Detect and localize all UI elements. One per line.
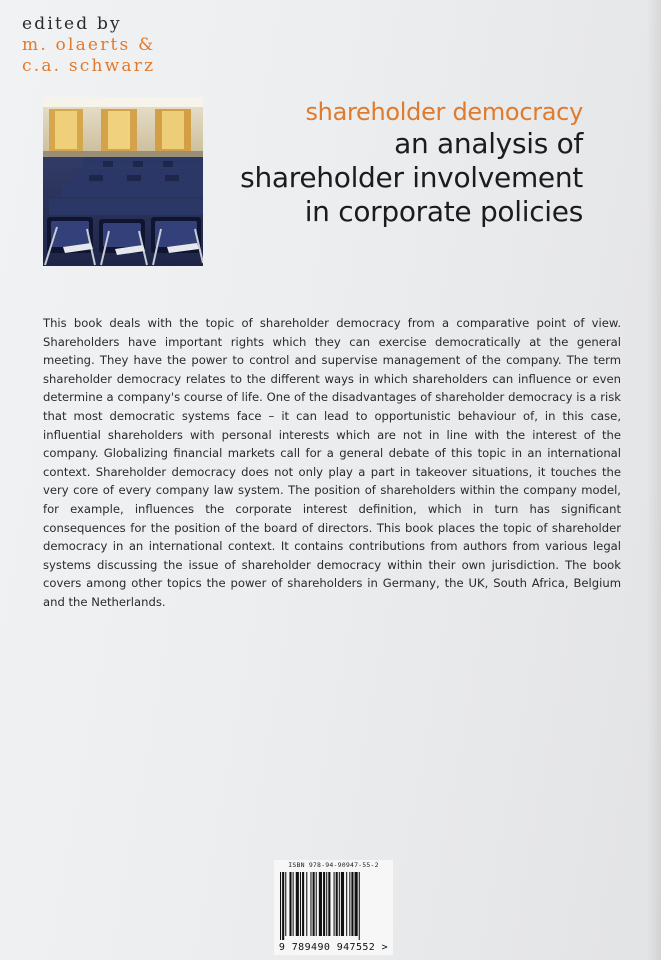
barcode-bar <box>326 872 327 936</box>
barcode-bar <box>346 872 347 936</box>
book-description: This book deals with the topic of shareholder democracy from a comparative point of view. Shareholders have important rights which they can exercise democratically at the general meeting. They have the power to control and supervise management of the company. The term shareholder democracy relates to the different ways in which shareholders can influence or even determine a company's course of life. One of the disadvantages of shareholder democracy is a risk that most democratic systems face – it can lead to opportunistic behaviour of, in this case, influential shareholders with personal interests which are not in line with the interest of the company. Globalizing financial markets call for a general debate of this topic in an international context. Shareholder democracy does not only play a part in takeover situations, it touches the very core of every company law system. The position of shareholders within the company model, for example, influences the corporate interest definition, which in turn has significant consequences for the position of the board of directors. This book places the topic of shareholder democracy in an international context. It contains contributions from authors from various legal systems discussing the issue of shareholder democracy within their own jurisdiction. The book covers among other topics the power of shareholders in Germany, the UK, South Africa, Belgium and the Netherlands. <box>43 316 621 609</box>
editor-name-2: c.a. schwarz <box>22 56 156 76</box>
barcode-bars <box>280 872 387 940</box>
barcode-bar <box>351 872 353 936</box>
barcode-bar <box>323 872 325 936</box>
barcode-bar <box>289 872 291 936</box>
conference-room-photo <box>43 97 203 266</box>
edited-by-label: edited by <box>22 14 122 34</box>
barcode-bar <box>316 872 317 936</box>
barcode-bar <box>293 872 294 936</box>
barcode-bar <box>359 872 360 940</box>
barcode-bar <box>336 872 338 936</box>
barcode-bar <box>296 872 299 936</box>
barcode-bar <box>339 872 340 936</box>
barcode-bar <box>355 872 358 936</box>
barcode-bar <box>319 872 322 936</box>
conference-room-illustration <box>43 97 203 266</box>
book-title: shareholder democracy <box>305 98 583 126</box>
isbn-barcode <box>274 860 393 955</box>
barcode-bar <box>334 872 335 936</box>
editors-block <box>22 14 155 77</box>
barcode-bar <box>328 872 330 936</box>
barcode-bar <box>285 872 286 936</box>
barcode-bar <box>349 872 350 936</box>
barcode-bar <box>310 872 311 936</box>
title-block <box>240 97 583 229</box>
isbn-label: ISBN 978-94-90947-55-2 <box>288 861 379 869</box>
barcode-bar <box>302 872 304 936</box>
subtitle-line-1: an analysis of <box>394 127 583 160</box>
barcode-bar <box>280 872 281 940</box>
subtitle-line-2: shareholder involvement <box>240 161 583 194</box>
barcode-bar <box>282 872 284 940</box>
barcode-bar <box>313 872 315 936</box>
editor-name-1: m. olaerts & <box>22 35 156 55</box>
barcode-bar <box>306 872 307 936</box>
barcode-bar <box>341 872 344 936</box>
isbn-digits: 9 789490 947552 > <box>278 942 389 953</box>
barcode-bar <box>300 872 301 936</box>
subtitle-line-3: in corporate policies <box>304 195 583 228</box>
